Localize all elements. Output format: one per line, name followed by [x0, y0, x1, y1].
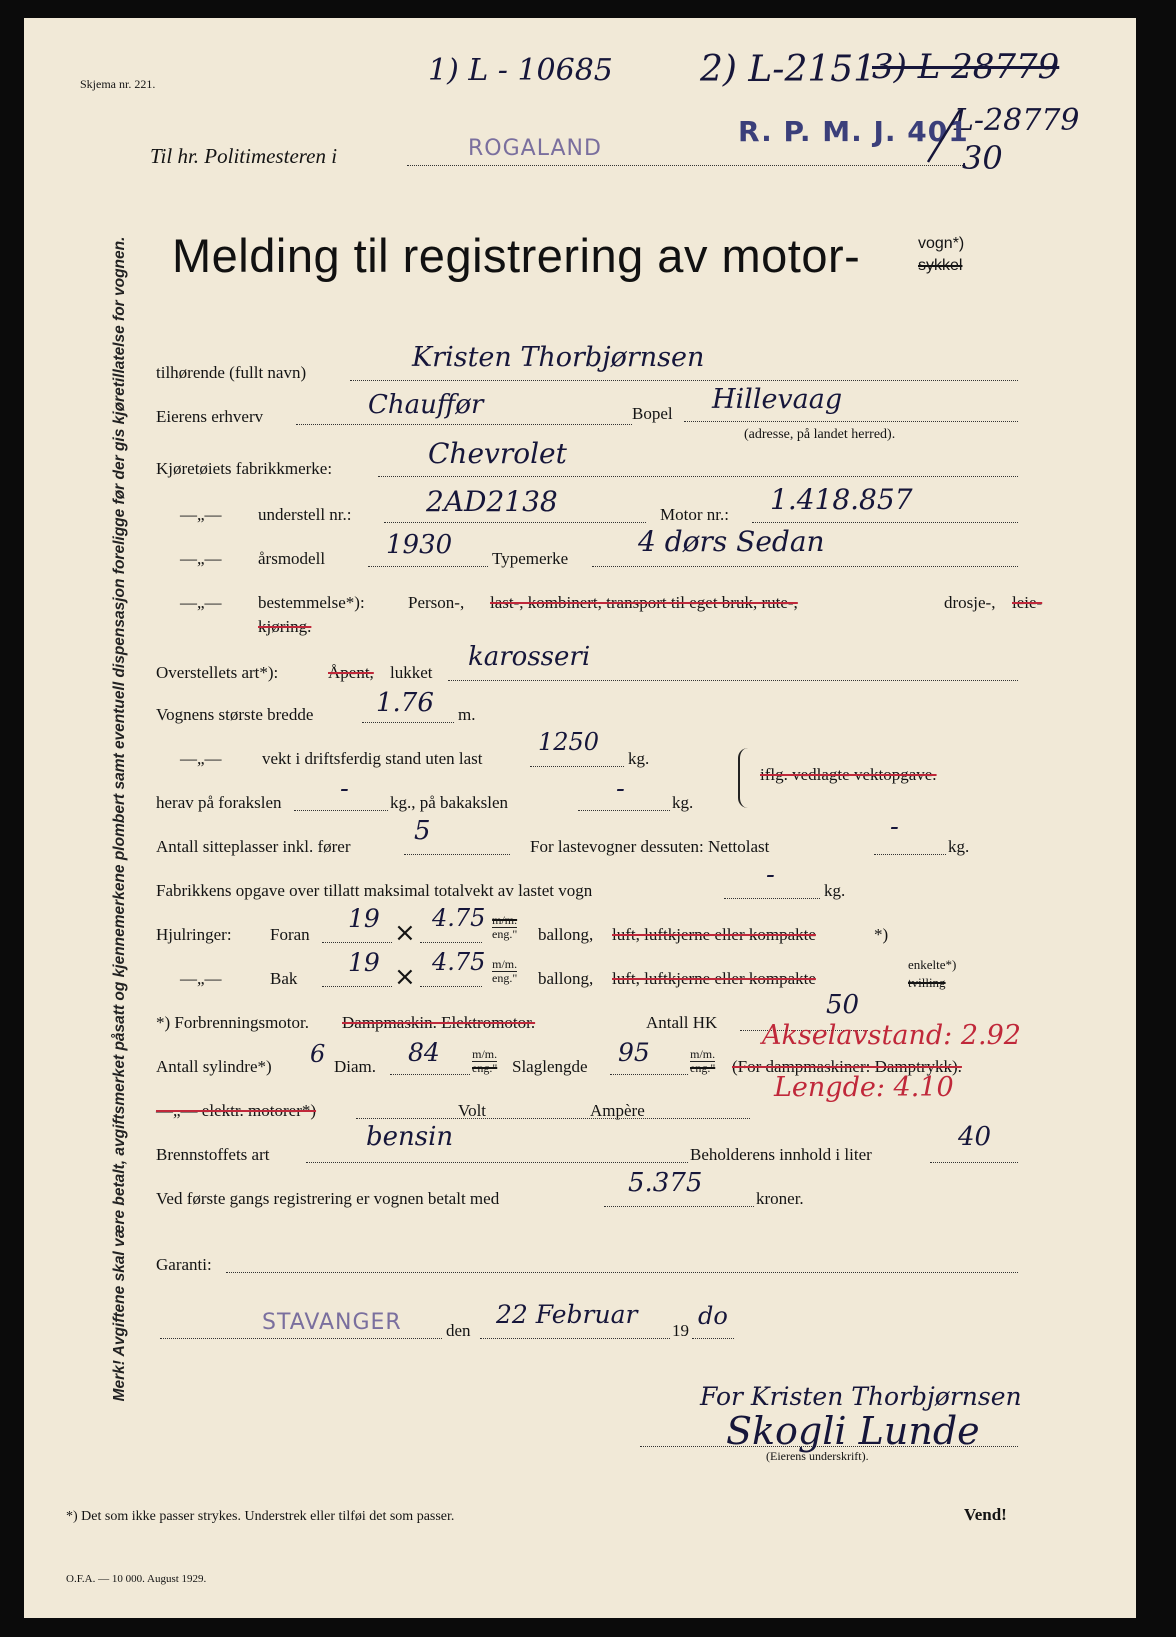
make-label: Kjøretøiets fabrikkmerke:	[156, 459, 333, 478]
width-label: Vognens største bredde	[156, 705, 314, 724]
payload-unit: kg.	[948, 837, 970, 856]
addressee-label: Til hr. Politimesteren i	[150, 144, 338, 168]
payload-value: -	[890, 812, 899, 842]
engine-label: *) Forbrenningsmotor.	[156, 1013, 309, 1032]
rear-tire-struck: luft, luftkjerne eller kompakte	[612, 969, 816, 988]
weight-unit: kg.	[628, 749, 650, 768]
purpose-label: bestemmelse*):	[258, 593, 365, 612]
rear-balloon: ballong,	[538, 969, 594, 988]
place-line	[160, 1338, 442, 1339]
rear-tire-diameter: 19	[348, 948, 380, 977]
weight-line	[530, 766, 624, 767]
rear-tire-line-b	[420, 986, 482, 987]
seats-label: Antall sitteplasser inkl. fører	[156, 837, 351, 856]
front-axle-line	[294, 810, 388, 811]
payload-label: For lastevogner dessuten: Nettolast	[530, 837, 770, 856]
tank-value: 40	[958, 1122, 992, 1152]
stroke-line	[610, 1074, 688, 1075]
type-line	[592, 566, 1018, 567]
max-weight-line	[724, 898, 820, 899]
paid-value: 5.375	[628, 1168, 703, 1198]
form-title: Melding til registrering av motor-	[172, 229, 861, 282]
front-axle-label: herav på forakslen	[156, 793, 282, 812]
chassis-label: understell nr.:	[258, 505, 352, 524]
rear-axle-value: -	[616, 774, 625, 804]
handwritten-code-2: 2) L-2151	[700, 49, 877, 90]
dash-purpose: —„—	[180, 593, 222, 612]
length-note: Lengde: 4.10	[774, 1072, 954, 1103]
body-value: karosseri	[468, 642, 591, 672]
chassis-value: 2AD2138	[426, 485, 558, 518]
stamp-number: 30	[962, 139, 1003, 177]
rear-axle-line	[578, 810, 670, 811]
footnote: *) Det som ikke passer strykes. Understrek eller tilføi det som passer.	[66, 1509, 455, 1524]
steam-struck: (For dampmaskiner: Damptrykk).	[732, 1057, 962, 1076]
body-open: Åpent,	[328, 663, 374, 682]
rear-tire-label: Bak	[270, 969, 298, 988]
front-tire-line-b	[420, 942, 482, 943]
owner-value: Kristen Thorbjørnsen	[412, 342, 705, 373]
front-tire-line-a	[322, 942, 392, 943]
form-number: Skjema nr. 221.	[80, 77, 156, 91]
ampere-label: Ampère	[590, 1101, 645, 1120]
cylinders-label: Antall sylindre*)	[156, 1057, 272, 1076]
motor-value: 1.418.857	[770, 483, 913, 516]
addressee-line	[407, 165, 963, 166]
owner-signature: Skogli Lunde	[726, 1409, 980, 1453]
electric-line	[356, 1118, 750, 1119]
dash-chassis: —„—	[180, 505, 222, 524]
year-prefix: 19	[672, 1321, 689, 1340]
paid-label: Ved første gangs registrering er vognen betalt med	[156, 1189, 500, 1208]
purpose-leie: leie-	[1012, 593, 1043, 612]
printer-mark: O.F.A. — 10 000. August 1929.	[66, 1573, 207, 1585]
side-note: Merk! Avgiftene skal være betalt, avgiftsmerket påsatt og kjennemerkene plombert samt eventuell dispensasjon foreligge før der gis kjøretillatelse for vognen.	[111, 236, 128, 1401]
seats-value: 5	[414, 816, 431, 846]
fraction-slash-icon	[920, 106, 970, 166]
handwritten-code-1: 1) L - 10685	[428, 53, 613, 88]
year-line	[368, 566, 488, 567]
fuel-label: Brennstoffets art	[156, 1145, 270, 1164]
hp-label: Antall HK	[646, 1013, 718, 1032]
diameter-value: 84	[408, 1038, 440, 1067]
date-value: 22 Februar	[496, 1300, 638, 1329]
tires-label: Hjulringer:	[156, 925, 232, 944]
purpose-drosje: drosje-,	[944, 593, 996, 612]
stroke-label: Slaglengde	[512, 1057, 588, 1076]
occupation-line	[296, 424, 632, 425]
times-icon: ×	[394, 962, 416, 992]
signature-caption: (Eierens underskrift).	[766, 1449, 869, 1463]
date-line	[480, 1338, 670, 1339]
rpmj-stamp: R. P. M. J. 401	[738, 115, 969, 148]
front-axle-value: -	[340, 774, 349, 804]
body-closed: lukket	[390, 663, 433, 682]
body-line	[448, 680, 1018, 681]
occupation-value: Chauffør	[368, 390, 484, 420]
residence-label: Bopel	[632, 404, 673, 423]
dash-weight: —„—	[180, 749, 222, 768]
stroke-unit: m/m. eng."	[690, 1047, 716, 1075]
on-behalf: For Kristen Thorbjørnsen	[700, 1382, 1022, 1411]
purpose-kjoring: kjøring.	[258, 617, 312, 636]
weight-value: 1250	[538, 728, 600, 756]
purpose-struck: last-, kombinert, transport til eget bruk, rute-,	[490, 593, 798, 612]
electric-struck: —„— elektr. motorer*)	[156, 1101, 317, 1120]
single-tire: enkelte*)	[908, 957, 957, 972]
tank-line	[930, 1162, 1018, 1163]
front-tire-label: Foran	[270, 925, 310, 944]
guarantee-line	[226, 1272, 1018, 1273]
body-label: Overstellets art*):	[156, 663, 279, 682]
rear-axle-label: kg., på bakakslen	[390, 793, 509, 812]
width-line	[362, 722, 454, 723]
date-year-value: do	[698, 1302, 728, 1330]
type-value: 4 dørs Sedan	[638, 525, 825, 558]
handwritten-code-3-new: L-28779	[954, 103, 1080, 138]
diameter-unit: m/m. eng."	[472, 1047, 498, 1075]
dash-rear-tire: —„—	[180, 969, 222, 988]
width-unit: m.	[458, 705, 476, 724]
weight-brace	[738, 748, 754, 808]
front-tire-close: *)	[874, 925, 889, 944]
turn-over: Vend!	[964, 1505, 1007, 1524]
payload-line	[874, 854, 946, 855]
weight-note: iflg. vedlagte vektopgave.	[760, 765, 937, 784]
twin-tire: tvilling	[908, 975, 946, 990]
rear-axle-unit: kg.	[672, 793, 694, 812]
hp-value: 50	[826, 990, 860, 1020]
axle-distance-note: Akselavstand: 2.92	[762, 1020, 1021, 1051]
cylinders-value: 6	[310, 1040, 326, 1068]
tank-label: Beholderens innhold i liter	[690, 1145, 872, 1164]
owner-line	[350, 380, 1018, 381]
seats-line	[404, 854, 510, 855]
paid-line	[604, 1206, 754, 1207]
front-tire-unit: m/m. eng."	[492, 913, 518, 941]
residence-line	[684, 421, 1018, 422]
fuel-line	[306, 1162, 688, 1163]
date-year-line	[692, 1338, 734, 1339]
rear-tire-width: 4.75	[432, 948, 486, 976]
owner-label: tilhørende (fullt navn)	[156, 363, 307, 382]
residence-hint: (adresse, på landet herred).	[744, 427, 896, 442]
handwritten-code-3-struck: 3) L 28779	[872, 47, 1060, 87]
title-option-sykkel: sykkel	[918, 257, 963, 274]
max-weight-label: Fabrikkens opgave over tillatt maksimal totalvekt av lastet vogn	[156, 881, 593, 900]
dash-year: —„—	[180, 549, 222, 568]
front-balloon: ballong,	[538, 925, 594, 944]
weight-label: vekt i driftsferdig stand uten last	[262, 749, 483, 768]
rear-tire-line-a	[322, 986, 392, 987]
stroke-value: 95	[618, 1038, 650, 1067]
make-line	[378, 476, 1018, 477]
fuel-value: bensin	[366, 1122, 454, 1152]
diameter-label: Diam.	[334, 1057, 377, 1076]
place-stamp: STAVANGER	[262, 1310, 402, 1335]
front-tire-diameter: 19	[348, 904, 380, 933]
front-tire-struck: luft, luftkjerne eller kompakte	[612, 925, 816, 944]
chassis-line	[384, 522, 646, 523]
max-weight-value: -	[766, 860, 775, 890]
width-value: 1.76	[376, 688, 434, 718]
year-label: årsmodell	[258, 549, 326, 568]
volt-label: Volt	[458, 1101, 487, 1120]
date-den: den	[446, 1321, 471, 1340]
motor-line	[752, 522, 1018, 523]
year-value: 1930	[386, 530, 453, 560]
rear-tire-unit: m/m. eng."	[492, 957, 518, 985]
engine-struck: Dampmaskin. Elektromotor.	[342, 1013, 536, 1032]
guarantee-label: Garanti:	[156, 1255, 212, 1274]
purpose-person: Person-,	[408, 593, 465, 612]
police-district-stamp: ROGALAND	[468, 136, 602, 161]
residence-value: Hillevaag	[712, 384, 843, 415]
front-tire-width: 4.75	[432, 904, 486, 932]
occupation-label: Eierens erhverv	[156, 407, 264, 426]
make-value: Chevrolet	[428, 437, 567, 470]
motor-label: Motor nr.:	[660, 505, 729, 524]
diameter-line	[390, 1074, 470, 1075]
paid-unit: kroner.	[756, 1189, 804, 1208]
times-icon: ×	[394, 918, 416, 948]
title-option-vogn: vogn*)	[918, 235, 965, 252]
type-label: Typemerke	[492, 549, 569, 568]
max-weight-unit: kg.	[824, 881, 846, 900]
